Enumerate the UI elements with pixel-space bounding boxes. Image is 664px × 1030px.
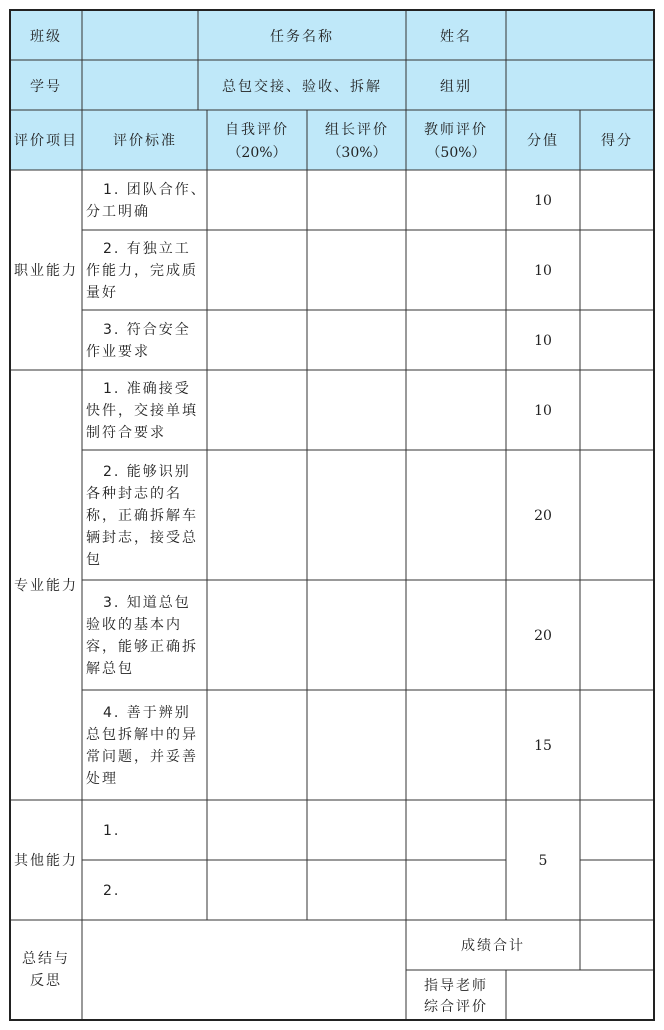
teacher-comment-label: 指导老师 (424, 978, 488, 994)
criteria-text: 辆封志，接受总 (86, 530, 198, 546)
result-input[interactable] (581, 231, 653, 309)
leader-eval-input[interactable] (308, 581, 405, 689)
self-eval-input[interactable] (208, 371, 306, 449)
criteria-text: 容，能够正确拆 (86, 639, 198, 655)
summary-label: 反思 (30, 973, 62, 989)
teacher-eval-input[interactable] (407, 171, 505, 229)
col-header-leader: 组长评价 (325, 122, 389, 138)
self-eval-input[interactable] (208, 801, 306, 859)
leader-eval-input[interactable] (308, 311, 405, 369)
criteria-text: 验收的基本内 (86, 617, 182, 633)
result-input[interactable] (581, 691, 653, 799)
result-input[interactable] (581, 801, 653, 859)
leader-eval-input[interactable] (308, 171, 405, 229)
leader-eval-input[interactable] (308, 371, 405, 449)
result-input[interactable] (581, 451, 653, 579)
leader-eval-input[interactable] (308, 801, 405, 859)
blank-field-class[interactable] (82, 10, 198, 60)
criteria-text: 1. 团队合作、 (103, 182, 207, 198)
section-name: 其他能力 (14, 853, 78, 869)
criteria-text: 处理 (86, 771, 118, 787)
section-name: 专业能力 (14, 578, 78, 594)
criteria-text: 快件，交接单填 (86, 403, 198, 419)
criteria-text: 作能力，完成质 (86, 263, 198, 279)
criteria-text: 称，正确拆解车 (86, 508, 198, 524)
criteria-text: 2. (103, 883, 121, 899)
self-eval-input[interactable] (208, 451, 306, 579)
col-header-score: 分值 (527, 133, 559, 149)
result-input[interactable] (581, 311, 653, 369)
col-header-self-weight: （20%） (227, 145, 287, 161)
task-name-label: 任务名称 (270, 29, 334, 45)
criteria-text: 常问题，并妥善 (86, 749, 198, 765)
col-header-self: 自我评价 (225, 122, 289, 138)
self-eval-input[interactable] (208, 861, 306, 919)
score-value: 10 (534, 263, 552, 279)
name-label: 姓名 (440, 29, 472, 45)
criteria-text: 量好 (86, 285, 118, 301)
col-header-teacher-weight: （50%） (426, 145, 486, 161)
teacher-comment-input[interactable] (507, 971, 653, 1019)
result-input[interactable] (581, 371, 653, 449)
score-value: 20 (534, 628, 552, 644)
teacher-eval-input[interactable] (407, 861, 505, 919)
section-name: 职业能力 (14, 263, 78, 279)
leader-eval-input[interactable] (308, 861, 405, 919)
class-label: 班级 (30, 29, 62, 45)
self-eval-input[interactable] (208, 231, 306, 309)
criteria-text: 2. 能够识别 (103, 464, 191, 480)
blank-field-group[interactable] (507, 61, 653, 109)
score-value: 5 (538, 853, 548, 869)
criteria-text: 分工明确 (86, 204, 150, 220)
student-id-label: 学号 (30, 79, 62, 95)
col-header-item: 评价项目 (14, 133, 78, 149)
summary-label: 总结与 (22, 951, 70, 967)
result-input[interactable] (581, 861, 653, 919)
criteria-text: 4. 善于辨别 (103, 705, 191, 721)
score-value: 10 (534, 403, 552, 419)
teacher-eval-input[interactable] (407, 581, 505, 689)
result-input[interactable] (581, 581, 653, 689)
teacher-eval-input[interactable] (407, 451, 505, 579)
col-header-criteria: 评价标准 (113, 133, 177, 149)
score-value: 20 (534, 508, 552, 524)
total-score-input[interactable] (581, 921, 653, 969)
leader-eval-input[interactable] (308, 231, 405, 309)
teacher-eval-input[interactable] (407, 801, 505, 859)
criteria-text: 总包拆解中的异 (86, 727, 198, 743)
criteria-text: 1. 准确接受 (103, 381, 191, 397)
leader-eval-input[interactable] (308, 451, 405, 579)
criteria-text: 包 (86, 552, 102, 568)
teacher-eval-input[interactable] (407, 371, 505, 449)
task-name-value: 总包交接、验收、拆解 (222, 79, 382, 95)
teacher-eval-input[interactable] (407, 311, 505, 369)
criteria-text: 解总包 (86, 661, 134, 677)
blank-field-student-id[interactable] (83, 61, 197, 109)
criteria-text: 各种封志的名 (86, 486, 182, 502)
teacher-comment-label: 综合评价 (424, 999, 488, 1015)
col-header-result: 得分 (601, 133, 633, 149)
criteria-text: 3. 符合安全 (103, 322, 191, 338)
self-eval-input[interactable] (208, 171, 306, 229)
self-eval-input[interactable] (208, 311, 306, 369)
teacher-eval-input[interactable] (407, 691, 505, 799)
self-eval-input[interactable] (208, 691, 306, 799)
score-value: 10 (534, 333, 552, 349)
criteria-text: 1. (103, 823, 121, 839)
criteria-text: 3. 知道总包 (103, 595, 191, 611)
col-header-leader-weight: （30%） (327, 145, 387, 161)
criteria-text: 制符合要求 (86, 425, 166, 441)
result-input[interactable] (581, 171, 653, 229)
total-score-label: 成绩合计 (461, 938, 525, 954)
col-header-teacher: 教师评价 (424, 122, 488, 138)
score-value: 15 (534, 738, 552, 754)
summary-input[interactable] (83, 921, 405, 1019)
criteria-rows (86, 171, 653, 919)
criteria-text: 作业要求 (86, 344, 150, 360)
teacher-eval-input[interactable] (407, 231, 505, 309)
group-label: 组别 (440, 79, 472, 95)
criteria-text: 2. 有独立工 (103, 241, 191, 257)
self-eval-input[interactable] (208, 581, 306, 689)
leader-eval-input[interactable] (308, 691, 405, 799)
blank-field-name[interactable] (507, 11, 653, 59)
score-value: 10 (534, 193, 552, 209)
